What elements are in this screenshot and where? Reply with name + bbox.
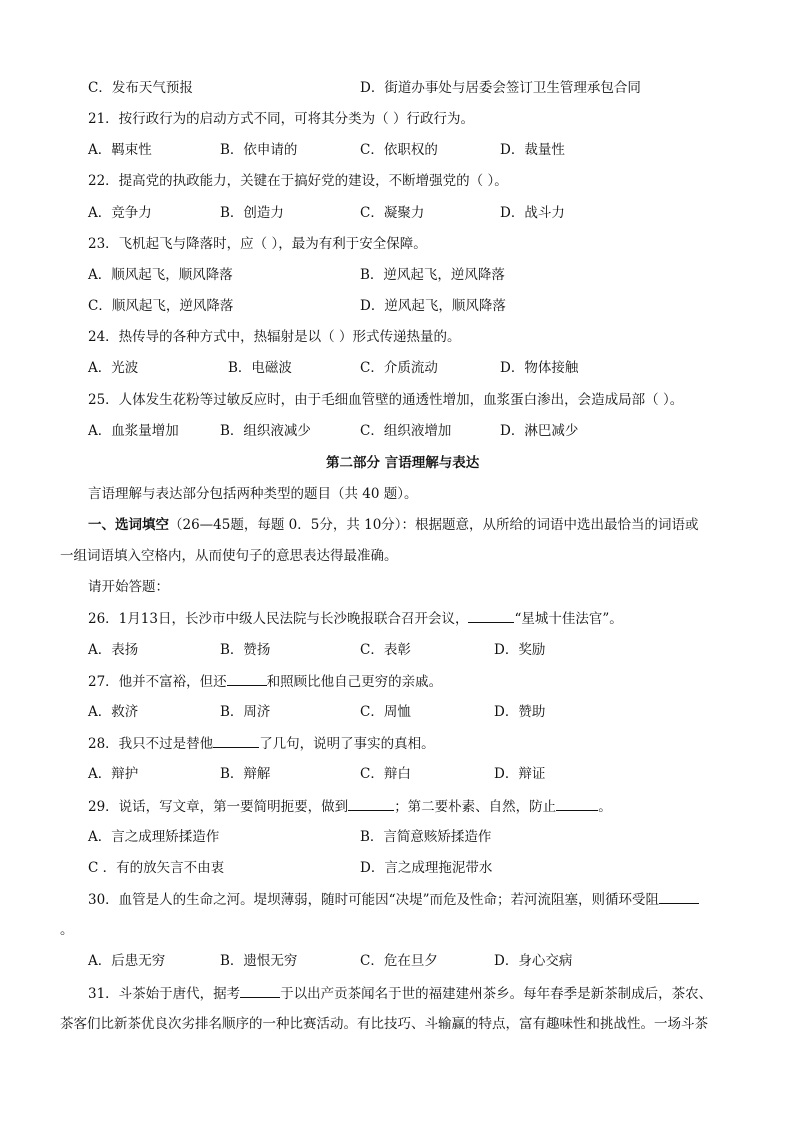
q21-option-b: B．依申请的 <box>220 142 298 158</box>
q26-option-b: B．赞扬 <box>220 642 271 658</box>
q30-blank <box>659 889 699 904</box>
question-31 <box>88 983 712 1004</box>
question-26 <box>88 608 623 629</box>
q23-option-a: A．顺风起飞，顺风降落 <box>88 267 233 283</box>
q28-option-a: A．辩护 <box>88 766 139 782</box>
q30-option-d: D．身心交病 <box>494 953 573 969</box>
q22-option-c: C．凝聚力 <box>360 205 425 221</box>
q28-option-c: C．辩白 <box>360 766 411 782</box>
q28-blank <box>213 733 259 748</box>
q27-text-before: 27．他并不富裕，但还 <box>88 674 227 690</box>
question-30 <box>88 889 699 910</box>
q31-text-after: 于以出产贡茶闻名于世的福建建州茶乡。每年春季是新茶制成后，茶农、 <box>280 986 713 1002</box>
q26-text-before: 26．1月13日，长沙市中级人民法院与长沙晚报联合召开会议， <box>88 611 469 627</box>
section-intro: 言语理解与表达部分包括两种类型的题目（共 40 题）。 <box>88 486 418 502</box>
q29-text-middle: ；第二要朴素、自然，防止 <box>394 799 557 815</box>
q26-option-d: D．奖励 <box>494 642 546 658</box>
start-prompt: 请开始答题： <box>88 579 169 595</box>
question-23: 23．飞机起飞与降落时，应（ ），最为有利于安全保障。 <box>88 236 427 252</box>
q22-option-a: A．竞争力 <box>88 205 152 221</box>
section-heading: 第二部分 言语理解与表达 <box>326 455 480 471</box>
q27-option-b: B．周济 <box>220 704 271 720</box>
q31-text-before: 31．斗茶始于唐代，据考 <box>88 986 241 1002</box>
question-27 <box>88 671 442 692</box>
part1-instructions-cont: 一组词语填入空格内，从而使句子的意思表达得最准确。 <box>60 548 398 564</box>
question-21: 21．按行政行为的启动方式不同，可将其分类为（ ）行政行为。 <box>88 111 474 127</box>
q23-option-d: D．逆风起飞，顺风降落 <box>360 298 506 314</box>
q29-text-after: 。 <box>598 799 612 815</box>
q22-option-d: D．战斗力 <box>500 205 565 221</box>
q31-blank <box>240 983 280 998</box>
q28-option-d: D．辩证 <box>494 766 546 782</box>
question-31-cont: 茶客们比新茶优良次劣排名顺序的一种比赛活动。有比技巧、斗输赢的特点，富有趣味性和挑战性。一场斗茶 <box>60 1016 708 1032</box>
q30-option-a: A．后患无穷 <box>88 953 166 969</box>
question-25: 25．人体发生花粉等过敏反应时，由于毛细血管壁的通透性增加，血浆蛋白渗出，会造成局部（ ）。 <box>88 392 684 408</box>
q27-text-after: 和照顾比他自己更穷的亲戚。 <box>266 674 443 690</box>
q24-option-c: C．介质流动 <box>360 360 438 376</box>
q22-option-b: B．创造力 <box>220 205 284 221</box>
q29-text-before: 29．说话，写文章，第一要简明扼要，做到 <box>88 799 349 815</box>
q25-option-c: C．组织液增加 <box>360 423 452 439</box>
q29-option-b: B．言简意赅矫揉造作 <box>360 829 492 845</box>
q27-option-c: C．周恤 <box>360 704 411 720</box>
q20-option-d: D．街道办事处与居委会签订卫生管理承包合同 <box>360 80 641 96</box>
q27-option-a: A．救济 <box>88 704 139 720</box>
q25-option-d: D．淋巴减少 <box>500 423 579 439</box>
q27-blank <box>227 671 267 686</box>
q29-option-c: C ．有的放矢言不由衷 <box>88 860 225 876</box>
question-22: 22．提高党的执政能力，关键在于搞好党的建设，不断增强党的（ ）。 <box>88 173 508 189</box>
q21-option-a: A．羁束性 <box>88 142 152 158</box>
q28-text-after: 了几句，说明了事实的真相。 <box>259 736 435 752</box>
q25-option-a: A．血浆量增加 <box>88 423 179 439</box>
q29-option-a: A．言之成理矫揉造作 <box>88 829 220 845</box>
q29-blank-2 <box>556 796 598 811</box>
q24-option-a: A．光波 <box>88 360 139 376</box>
q26-option-a: A．表扬 <box>88 642 139 658</box>
q21-option-d: D．裁量性 <box>500 142 565 158</box>
q26-option-c: C．表彰 <box>360 642 411 658</box>
question-29 <box>88 796 612 817</box>
q24-option-d: D．物体接触 <box>500 360 579 376</box>
q25-option-b: B．组织液减少 <box>220 423 311 439</box>
question-30-cont: 。 <box>60 922 74 938</box>
part1-rules: （26—45题，每题 0．5分，共 10分）：根据题意，从所给的词语中选出最恰当的词语或 <box>169 517 699 533</box>
q26-blank <box>468 608 514 623</box>
q30-option-c: C．危在旦夕 <box>360 953 438 969</box>
q23-option-b: B．逆风起飞，逆风降落 <box>360 267 505 283</box>
q28-text-before: 28．我只不过是替他 <box>88 736 214 752</box>
question-24: 24．热传导的各种方式中，热辐射是以（ ）形式传递热量的。 <box>88 329 461 345</box>
q21-option-c: C．依职权的 <box>360 142 438 158</box>
q30-text-before: 30．血管是人的生命之河。堤坝薄弱，随时可能因“决堤”而危及性命；若河流阻塞，则循环受阻 <box>88 892 659 908</box>
q28-option-b: B．辩解 <box>220 766 271 782</box>
q29-blank-1 <box>348 796 394 811</box>
q27-option-d: D．赞助 <box>494 704 546 720</box>
q29-option-d: D．言之成理拖泥带水 <box>360 860 493 876</box>
q24-option-b: B．电磁波 <box>228 360 292 376</box>
part1-instructions <box>88 515 699 535</box>
question-28 <box>88 733 435 754</box>
q30-option-b: B．遗恨无穷 <box>220 953 298 969</box>
q20-option-c: C．发布天气预报 <box>88 80 193 96</box>
q23-option-c: C．顺风起飞，逆风降落 <box>88 298 234 314</box>
q26-text-after: “星城十佳法官”。 <box>514 611 623 627</box>
part1-title: 一、选词填空 <box>88 517 169 533</box>
